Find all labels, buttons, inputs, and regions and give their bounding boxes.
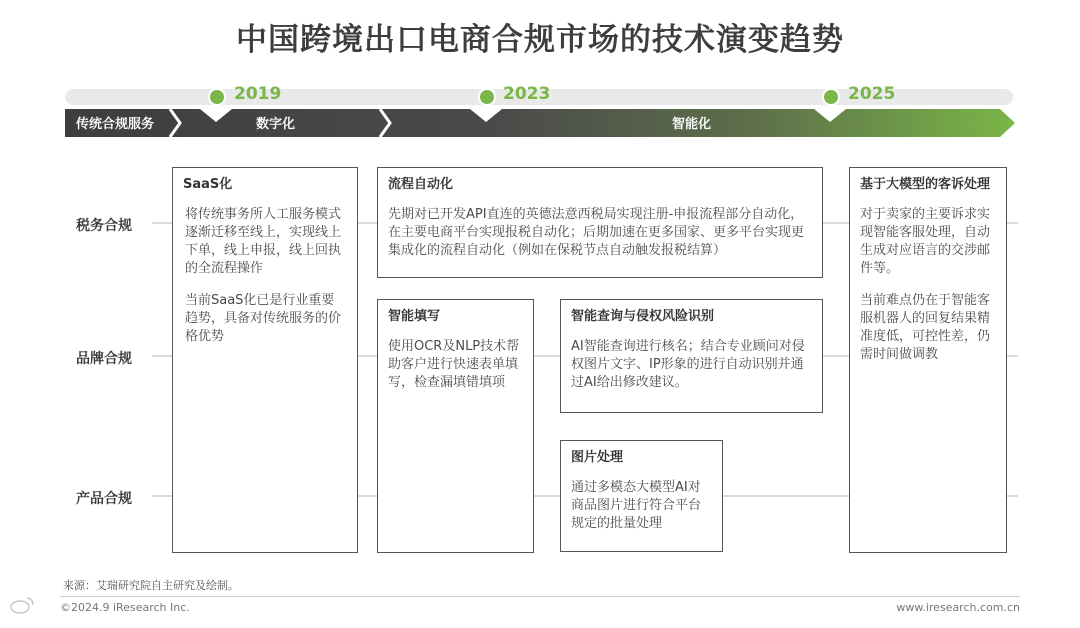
- box-smart-query: [560, 299, 823, 413]
- box-llm-complaint-text-1: 对于卖家的主要诉求实现智能客服处理，自动生成对应语言的交涉邮件等。: [860, 207, 991, 276]
- box-saas-text-2: 当前SaaS化已是行业重要趋势，具备对传统服务的价格优势: [185, 293, 342, 344]
- weibo-logo-icon: [10, 595, 36, 615]
- box-process-automation-text: 先期对已开发API直连的英德法意西税局实现注册-申报流程部分自动化，在主要电商平台实现报税自动化；后期加速在更多国家、更多平台实现更集成化的流程自动化（例如在保税节点自动触发报税结算）: [388, 207, 805, 258]
- box-smart-fill: [377, 299, 534, 553]
- box-smart-fill-title: 智能填写: [388, 309, 441, 324]
- row-label-brand: 品牌合规: [76, 351, 132, 367]
- band-label-traditional: 传统合规服务: [76, 117, 155, 132]
- box-llm-complaint: [849, 167, 1007, 553]
- row-label-tax: 税务合规: [76, 218, 132, 234]
- row-label-product: 产品合规: [76, 491, 132, 507]
- box-saas-title: SaaS化: [183, 177, 233, 192]
- box-smart-query-title: 智能查询与侵权风险识别: [571, 309, 715, 324]
- box-llm-complaint-title: 基于大模型的客诉处理: [860, 177, 991, 192]
- box-saas: [172, 167, 358, 553]
- band-label-digital: 数字化: [256, 117, 296, 132]
- box-image-processing-text: 通过多模态大模型AI对商品图片进行符合平台规定的批量处理: [571, 480, 702, 531]
- box-image-processing-title: 图片处理: [571, 450, 624, 465]
- footer-divider: [60, 596, 1020, 597]
- footer-copyright: ©2024.9 iResearch Inc.: [60, 601, 190, 614]
- footer-website: www.iresearch.com.cn: [896, 601, 1020, 614]
- box-process-automation-title: 流程自动化: [388, 177, 454, 192]
- page-title: 中国跨境出口电商合规市场的技术演变趋势: [236, 22, 844, 58]
- source-note: 来源：艾瑞研究院自主研究及绘制。: [63, 579, 239, 592]
- box-saas-text-1: 将传统事务所人工服务模式逐渐迁移至线上，实现线上下单，线上申报，线上回执的全流程操作: [185, 207, 342, 276]
- band-label-intelligent: 智能化: [672, 117, 712, 132]
- year-label-2023: 2023: [503, 84, 551, 104]
- box-smart-query-text: AI智能查询进行核名；结合专业顾问对侵权图片文字、IP形象的进行自动识别并通过AI给出修改建议。: [571, 339, 805, 390]
- box-llm-complaint-text-2: 当前难点仍在于智能客服机器人的回复结果精准度低，可控性差，仍需时间做调教: [860, 293, 991, 362]
- box-image-processing: [560, 440, 723, 552]
- box-smart-fill-text: 使用OCR及NLP技术帮助客户进行快速表单填写，检查漏填错填项: [388, 339, 520, 390]
- box-process-automation: [377, 167, 823, 278]
- year-label-2025: 2025: [848, 84, 896, 104]
- year-label-2019: 2019: [234, 84, 282, 104]
